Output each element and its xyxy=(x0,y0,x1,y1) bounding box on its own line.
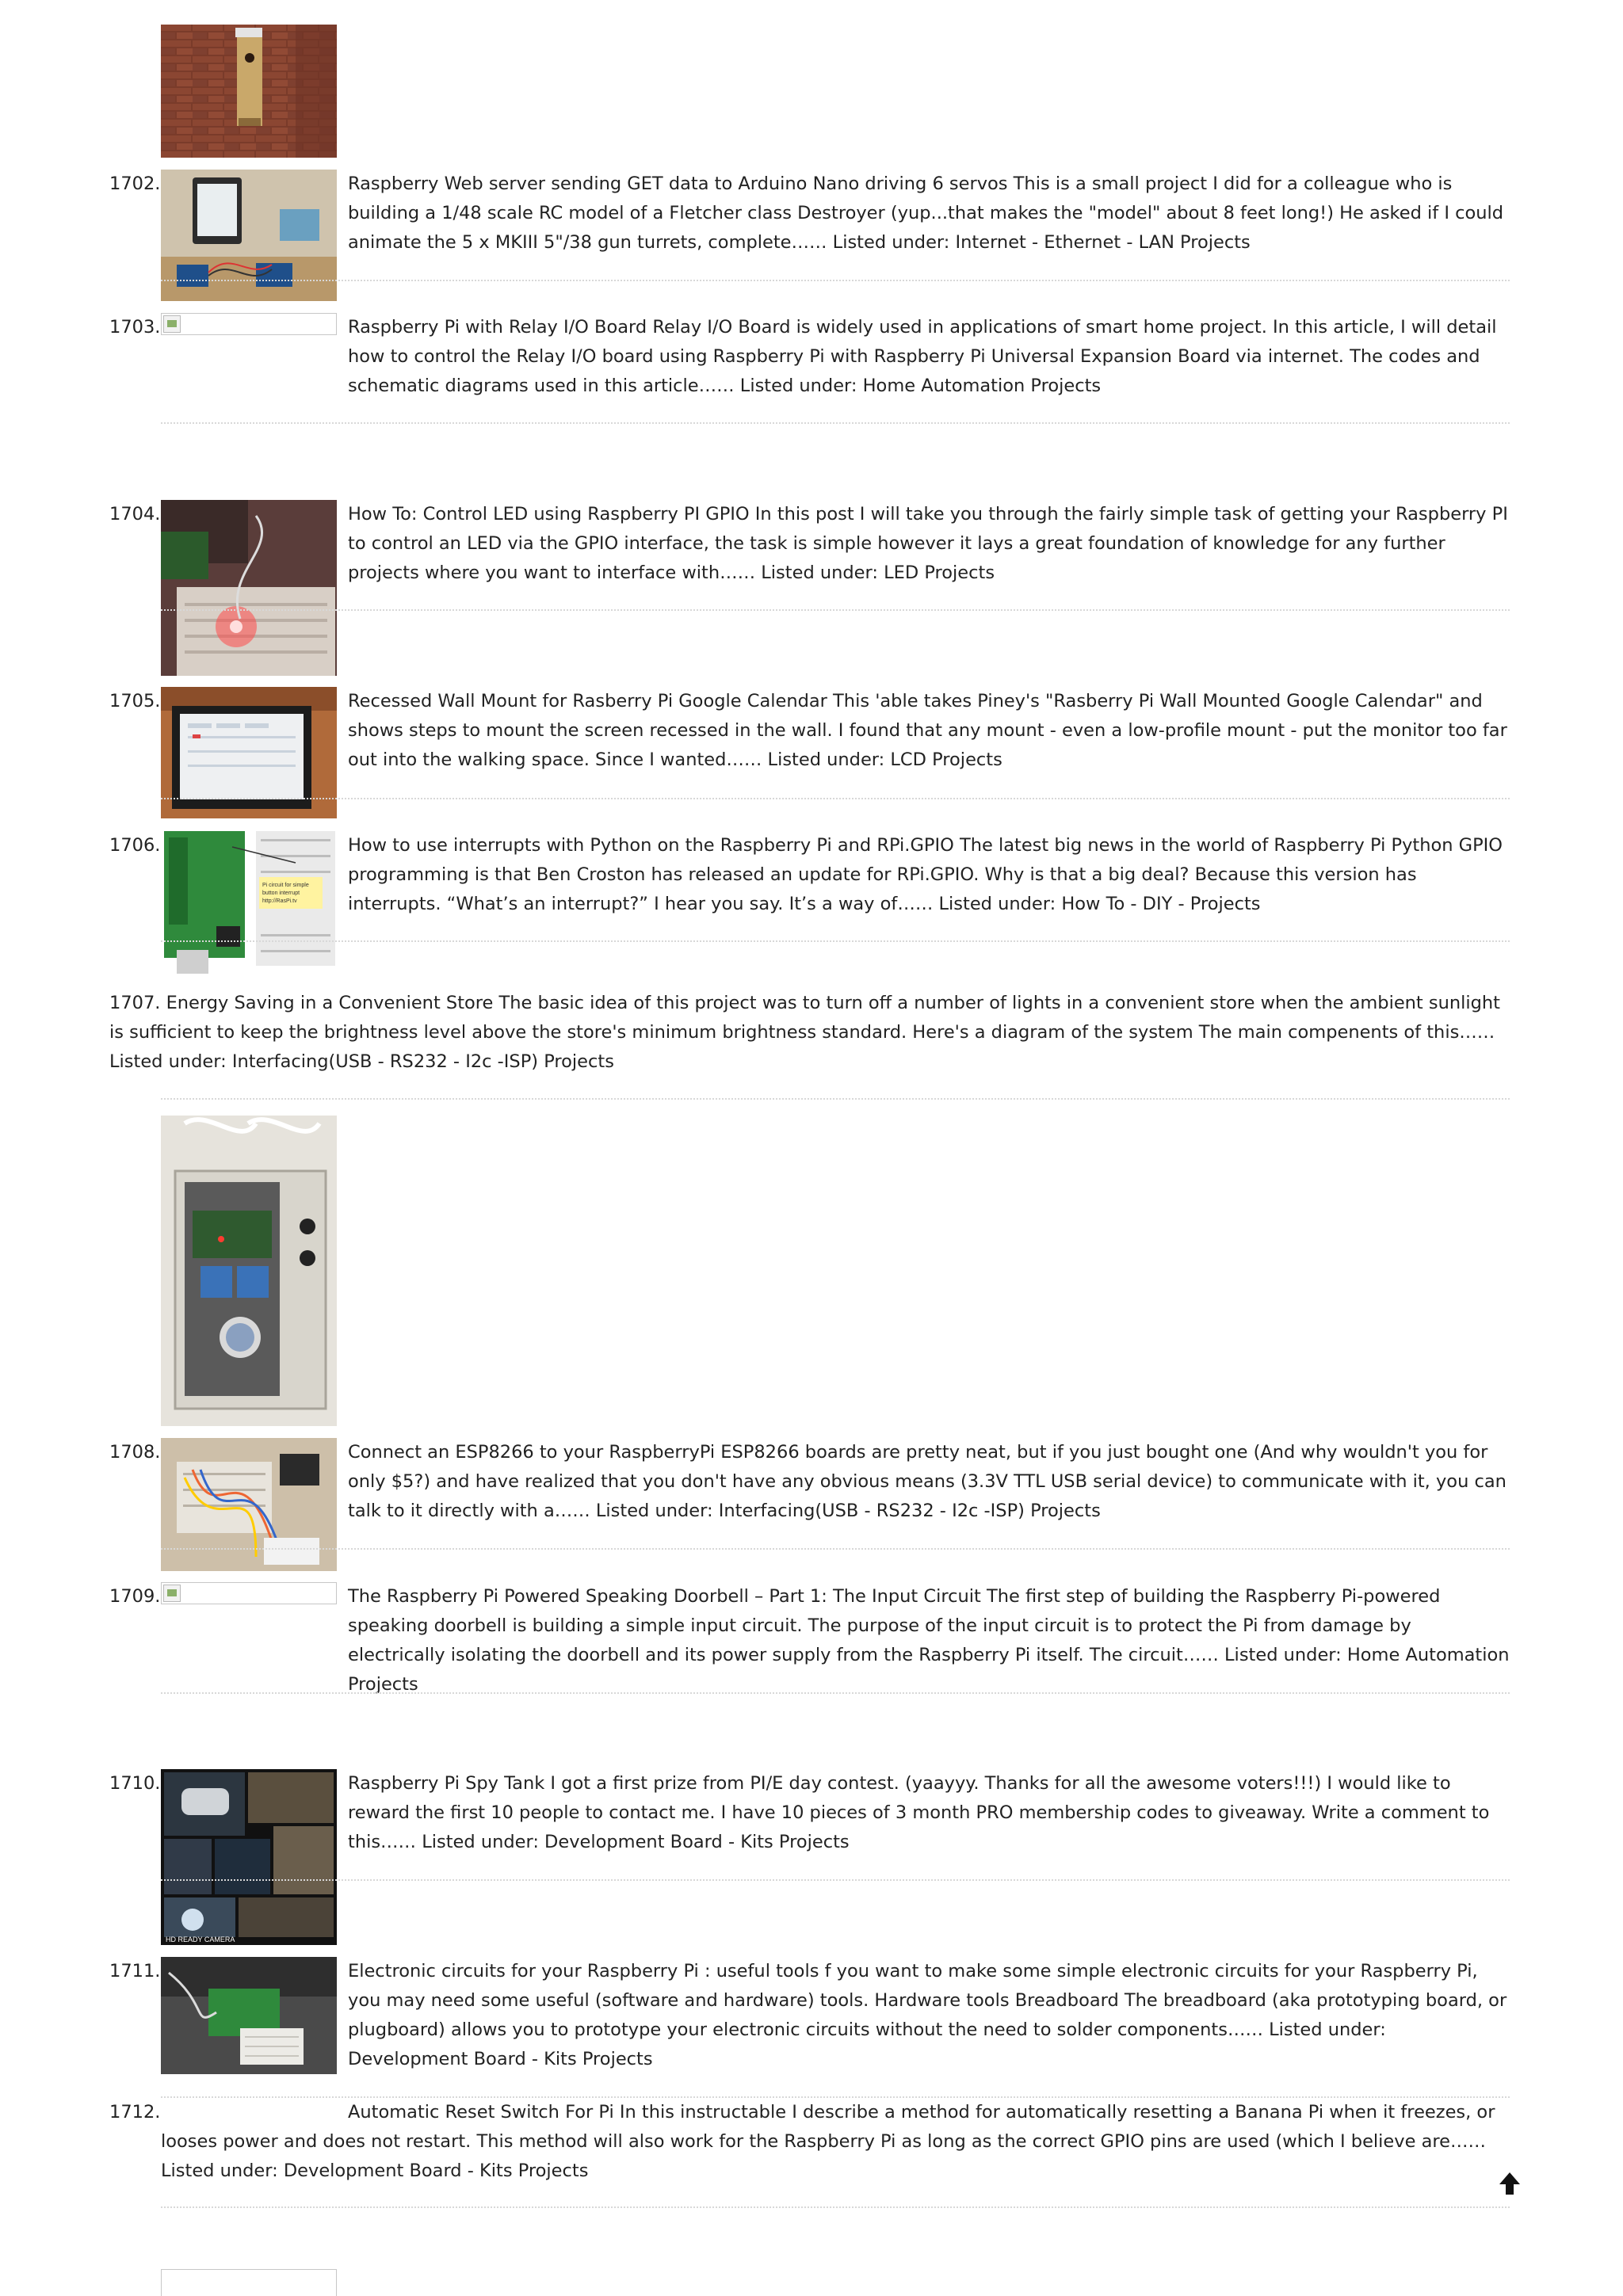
thumbnail-esp8266-wiring[interactable] xyxy=(161,1438,337,1571)
listing-number: 1710. xyxy=(109,1773,161,1794)
servo-project-photo-icon xyxy=(161,170,337,301)
listing-number: 1704. xyxy=(109,504,161,524)
listing-number: 1711. xyxy=(109,1961,161,1981)
thumbnail-spy-tank[interactable] xyxy=(161,1769,337,1945)
separator xyxy=(161,422,1510,424)
listing-description[interactable]: The Raspberry Pi Powered Speaking Doorbell – Part 1: The Input Circuit The first step of building the Raspberry Pi-powered speaking doorbell is building a simple input circuit. The purpose of the input circuit is to protect the Pi from damage by electrically isolating the doorbell and its power supply from the Raspberry Pi itself. The circuit…… Listed under: Home Automation Projects xyxy=(348,1586,1510,1695)
scroll-to-top-button[interactable] xyxy=(1498,2171,1522,2198)
listing-number: 1707. xyxy=(109,993,161,1013)
broken-image-icon xyxy=(163,315,181,333)
listing-number: 1712. xyxy=(109,2102,161,2122)
separator xyxy=(161,798,1510,799)
thumbnail-gpio-diagram[interactable] xyxy=(161,831,337,975)
arrow-up-icon xyxy=(1498,2171,1522,2198)
separator xyxy=(161,609,1510,611)
listing-description[interactable]: Electronic circuits for your Raspberry Pi : useful tools f you want to make some simple electronic circuits for your Raspberry Pi, you may need some useful (software and hardware) tools. Hardware tools Breadboard The breadboard (aka prototyping board, or plugboard) allows you to prototype your electronic circuits without the need to solder components…… Listed under: Development Board - Kits Projects xyxy=(348,1961,1507,2069)
thumbnail-caption: HD READY CAMERA xyxy=(166,1936,235,1943)
listing-description[interactable]: Recessed Wall Mount for Rasberry Pi Google Calendar This 'able takes Piney's "Rasberry Pi Wall Mounted Google Calendar" and shows steps to mount the screen recessed in the wall. I found that any mount - even a low-profile mount - put the monitor too far out into the walking space. Since I wanted…… Listed under: LCD Projects xyxy=(348,691,1507,770)
listing-number: 1709. xyxy=(109,1586,161,1607)
listing-number: 1703. xyxy=(109,317,161,338)
separator xyxy=(161,2206,1510,2208)
led-breadboard-photo-icon xyxy=(161,500,337,676)
separator xyxy=(161,1879,1510,1881)
listing-number: 1706. xyxy=(109,835,161,856)
listing-1707[interactable] xyxy=(109,989,1510,1077)
separator xyxy=(161,1548,1510,1550)
listing-description[interactable]: Energy Saving in a Convenient Store The basic idea of this project was to turn off a number of lights in a convenient store when the ambient sunlight is sufficient to keep the brightness level above the store's minimum brightness standard. Here's a diagram of the system The main compenents of this…… Listed under: Interfacing(USB - RS232 - I2c -ISP) Projects xyxy=(109,993,1501,1072)
listing-description[interactable]: Raspberry Pi with Relay I/O Board Relay I/O Board is widely used in applications of smart home project. In this article, I will detail how to control the Relay I/O board using Raspberry Pi with Raspberry Pi Universal Expansion Board via internet. The codes and schematic diagrams used in this article…… Listed under: Home Automation Projects xyxy=(348,317,1497,396)
birdhouse-photo-icon xyxy=(161,25,337,158)
svg-text:http://RasPi.tv: http://RasPi.tv xyxy=(262,898,297,904)
thumbnail-servo-project[interactable] xyxy=(161,170,337,301)
listing-description[interactable]: Raspberry Web server sending GET data to Arduino Nano driving 6 servos This is a small project I did for a colleague who is building a 1/48 scale RC model of a Fletcher class Destroyer (yup...that makes the "model" about 8 feet long!) He asked if I could animate the 5 x MKIII 5"/38 gun turrets, complete…… Listed under: Internet - Ethernet - LAN Projects xyxy=(348,174,1504,253)
thumbnail-electrical-cabinet[interactable] xyxy=(161,1116,337,1426)
breadboard-pi-photo-icon xyxy=(161,1957,337,2074)
separator xyxy=(161,940,1510,942)
listing-description[interactable]: Raspberry Pi Spy Tank I got a first prize from PI/E day contest. (yaayyy. Thanks for all the awesome voters!!!) I would like to reward the first 10 people to contact me. I have 10 pieces of 3 month PRO membership codes to giveaway. Write a comment to this…… Listed under: Development Board - Kits Projects xyxy=(348,1773,1490,1852)
listing-number: 1702. xyxy=(109,174,161,194)
thumbnail-caption: Pi circuit for simple xyxy=(262,883,309,888)
thumbnail-birdhouse[interactable] xyxy=(161,25,337,158)
listing-number: 1708. xyxy=(109,1442,161,1463)
spy-tank-collage-icon xyxy=(161,1769,337,1945)
listing-number: 1705. xyxy=(109,691,161,711)
separator xyxy=(161,1692,1510,1694)
electrical-cabinet-photo-icon xyxy=(161,1116,337,1426)
gpio-breadboard-diagram-icon xyxy=(161,831,337,975)
listing-description[interactable]: How to use interrupts with Python on the Raspberry Pi and RPi.GPIO The latest big news in the world of Raspberry Pi Python GPIO programming is that Ben Croston has released an update for RPi.GPIO. Why is that a big deal? Because this version has interrupts. “What’s an interrupt?” I hear you say. It’s a way of…… Listed under: How To - DIY - Projects xyxy=(348,835,1503,914)
esp8266-wiring-photo-icon xyxy=(161,1438,337,1571)
listing-description[interactable]: How To: Control LED using Raspberry PI GPIO In this post I will take you through the fairly simple task of getting your Raspberry PI to control an LED via the GPIO interface, the task is simple however it lays a great foundation of knowledge for any further projects where you want to interface with…… Listed under: LED Projects xyxy=(348,504,1508,583)
broken-image-icon xyxy=(163,1585,181,1602)
thumbnail-broken[interactable] xyxy=(161,313,337,335)
thumbnail-broken[interactable] xyxy=(161,1582,337,1604)
thumbnail-led-breadboard[interactable] xyxy=(161,500,337,676)
separator xyxy=(161,280,1510,281)
svg-text:button interrupt: button interrupt xyxy=(262,891,300,896)
listing-description[interactable]: Automatic Reset Switch For Pi In this instructable I describe a method for automatically resetting a Banana Pi when it freezes, or looses power and does not restart. This method will also work for the Raspberry Pi as long as the correct GPIO pins are used (which I believe are…… Listed under: Development Board - Kits Projects xyxy=(161,2102,1495,2181)
thumbnail-partial[interactable] xyxy=(161,2269,337,2296)
thumbnail-breadboard-pi[interactable] xyxy=(161,1957,337,2074)
separator xyxy=(161,1098,1510,1100)
listing-description[interactable]: Connect an ESP8266 to your RaspberryPi ESP8266 boards are pretty neat, but if you just bought one (And why wouldn't you for only $5?) and have realized that you don't have any obvious means (3.3V TTL USB serial device) to communicate with it, you can talk to it directly with a…… Listed under: Interfacing(USB - RS232 - I2c -ISP) Projects xyxy=(348,1442,1507,1521)
